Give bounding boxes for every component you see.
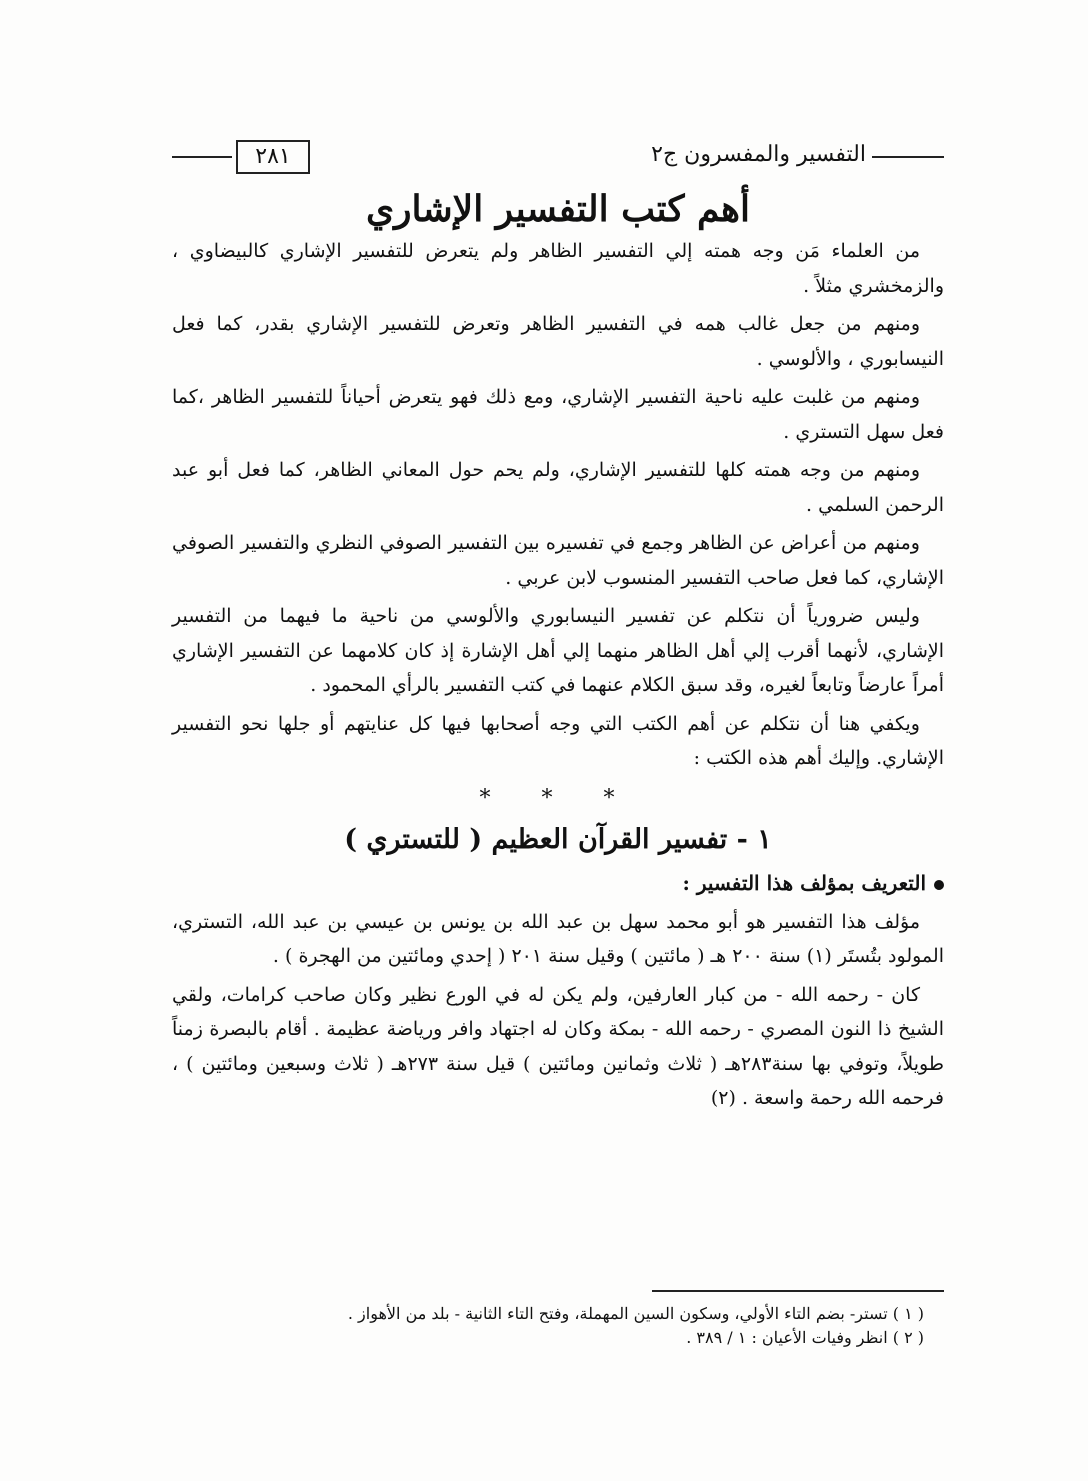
footnote-rule (652, 1290, 944, 1292)
paragraph: ومنهم من جعل غالب همه في التفسير الظاهر وتعرض للتفسير الإشاري بقدر، كما فعل النيسابوري ، والألوسي . (172, 313, 944, 370)
paragraph: ويكفي هنا أن نتكلم عن أهم الكتب التي وجه أصحابها فيها كل عنايتهم أو جلها نحو التفسير الإشاري. وإليك أهم هذه الكتب : (172, 712, 944, 769)
header-rule-left (172, 156, 232, 158)
main-text (172, 234, 944, 1120)
paragraph: كان - رحمه الله - من كبار العارفين، ولم يكن له في الورع نظير وكان صاحب كرامات، ولقي الشيخ ذا النون المصري - رحمه الله - بمكة وكان له اجتهاد وافر ورياضة عظيمة . أقام بالبصرة زمناً طويلاً، وتوفي بها سنة٢٨٣هـ ( ثلاث وثمانين ومائتين ) قيل سنة ٢٧٣هـ ( ثلاث وسبعين ومائتين ) ، فرحمه الله رحمة واسعة . (٢) (172, 983, 944, 1109)
page-number: ٢٨١ (236, 140, 310, 174)
footnote: ( ١ ) تستر- بضم التاء الأولي، وسكون السين المهملة، وفتح التاء الثانية - بلد من الأهواز . (347, 1304, 924, 1323)
paragraph: ومنهم من غلبت عليه ناحية التفسير الإشاري، ومع ذلك فهو يتعرض أحياناً للتفسير الظاهر ،كما فعل سهل التستري . (172, 386, 944, 443)
paragraph: ومنهم من وجه همته كلها للتفسير الإشاري، ولم يحم حول المعاني الظاهر، كما فعل أبو عبد الرحمن السلمي . (172, 459, 944, 516)
running-header (172, 140, 944, 174)
footnotes (172, 1302, 924, 1350)
bullet-icon (934, 880, 944, 890)
section-title: ١ - تفسير القرآن العظيم ( للتستري ) (344, 824, 772, 855)
paragraph: من العلماء مَن وجه همته إلي التفسير الظاهر ولم يتعرض للتفسير الإشاري كالبيضاوي ، والزمخشري مثلاً . (172, 240, 944, 297)
page-title: أهم كتب التفسير الإشاري (365, 188, 750, 230)
header-rule-right (872, 156, 944, 158)
paragraph: وليس ضرورياً أن نتكلم عن تفسير النيسابوري والألوسي من ناحية ما فيهما من التفسير الإشاري، لأنهما أقرب إلي أهل الظاهر منهما إلي أهل الإشارة إذ كان كلامهما عن التفسير الإشاري أمراً عارضاً وتابعاً لغيره، وقد سبق الكلام عنهما في كتب التفسير بالرأي المحمود . (172, 605, 944, 696)
subheading (172, 866, 944, 901)
section-divider: * * * (479, 785, 637, 811)
subheading-text: التعريف بمؤلف هذا التفسير : (682, 871, 926, 895)
paragraph: ومنهم من أعراض عن الظاهر وجمع في تفسيره بين التفسير الصوفي النظري والتفسير الصوفي الإشاري، كما فعل صاحب التفسير المنسوب لابن عربي . (172, 532, 944, 589)
running-title: التفسير والمفسرون ج٢ (651, 142, 866, 167)
footnote: ( ٢ ) انظر وفيات الأعيان : ١ / ٣٨٩ . (686, 1328, 924, 1347)
paragraph: مؤلف هذا التفسير هو أبو محمد سهل بن عبد الله بن يونس بن عيسي بن عبد الله، التستري، المولود بتُستَر (١) سنة ٢٠٠ هـ ( مائتين ) وقيل سنة ٢٠١ ( إحدي ومائتين من الهجرة ) . (172, 910, 944, 967)
